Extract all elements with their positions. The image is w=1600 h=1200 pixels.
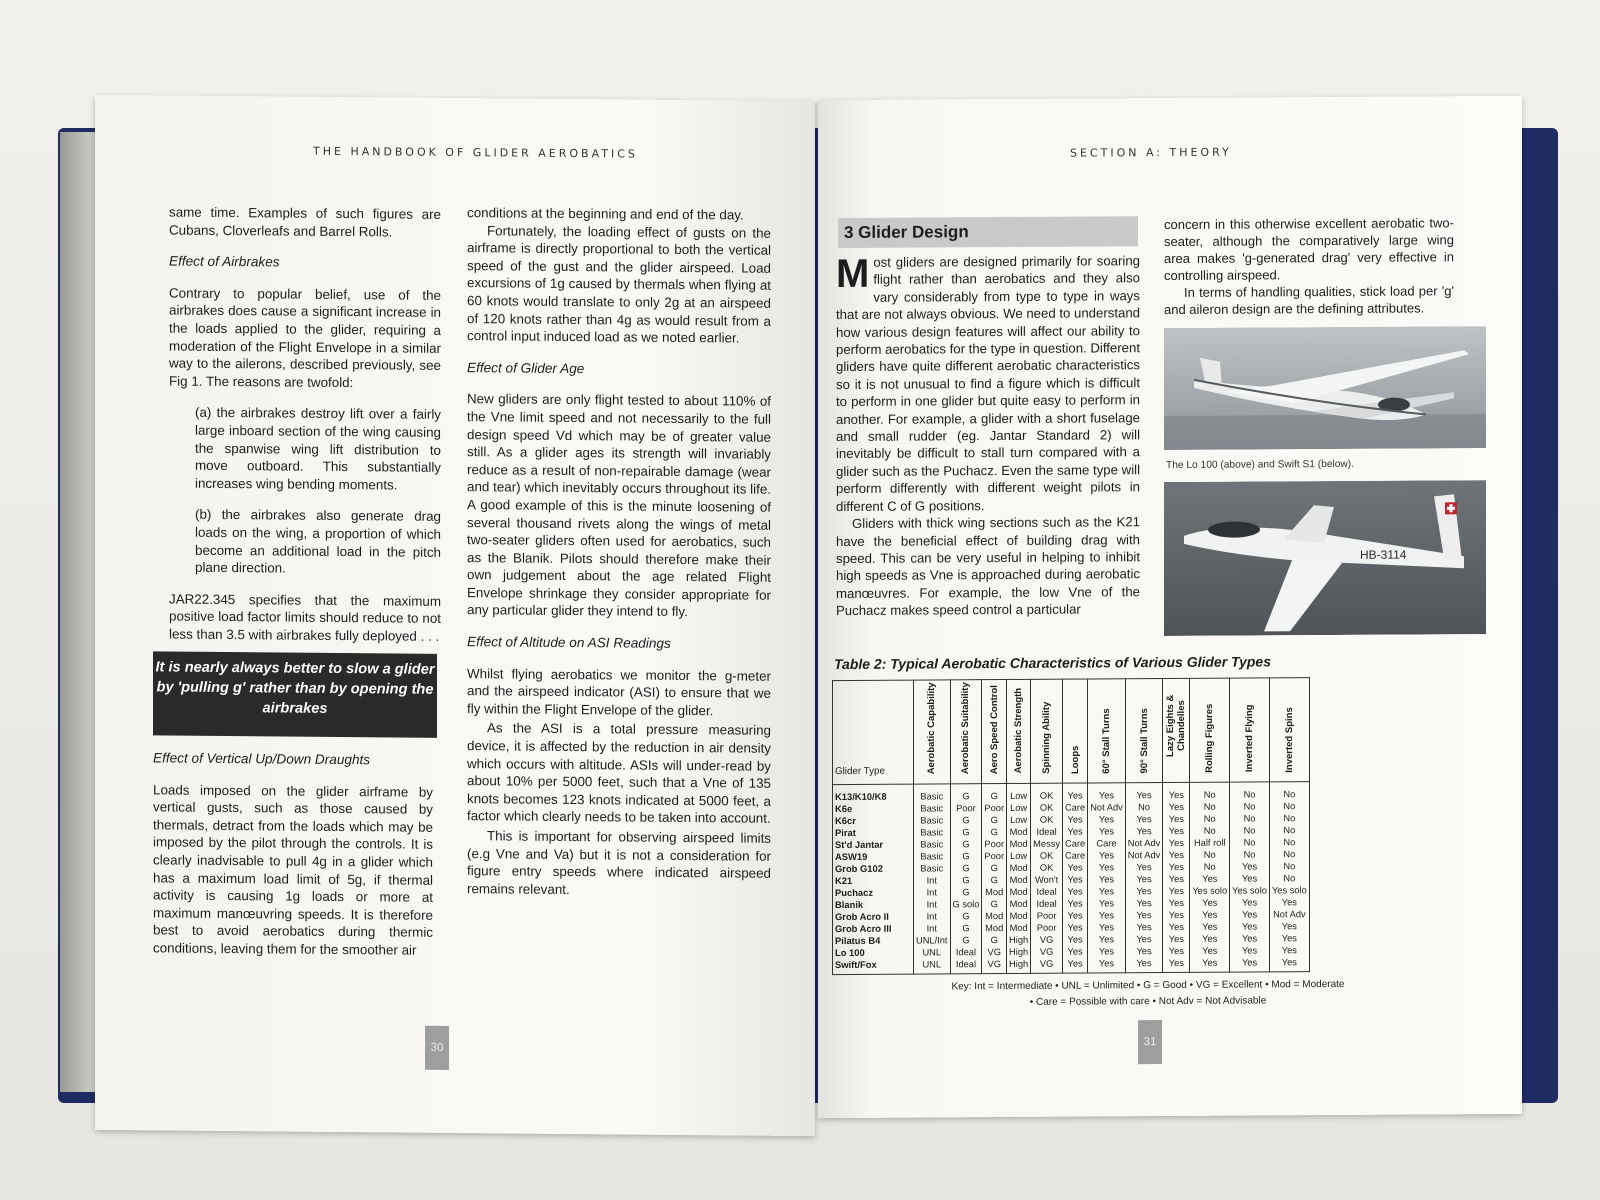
table-column-6	[1063, 783, 1088, 973]
table-cell: Yes	[1168, 945, 1184, 957]
table-column-5	[1031, 783, 1063, 973]
table-cell: Yes	[1168, 909, 1184, 921]
table-cell: OK	[1039, 862, 1054, 873]
table-cell: Basic	[920, 827, 944, 838]
table-cell: No	[1283, 825, 1296, 836]
table-cell: No	[1283, 789, 1296, 800]
table-cell: High	[1009, 934, 1029, 945]
table-cell: Yes	[1241, 897, 1258, 908]
table-cell: VG	[987, 947, 1001, 958]
table-cell: Poor	[984, 839, 1005, 850]
table-cell: OK	[1039, 802, 1054, 813]
table-cell: Yes	[1136, 946, 1152, 957]
table-cell: Yes	[1136, 910, 1152, 921]
table-cell: OK	[1039, 850, 1054, 861]
table-cell: Yes	[1202, 957, 1218, 968]
drop-cap: M	[836, 251, 870, 297]
section-title: 3 Glider Design	[838, 216, 1138, 248]
table-cell: Yes	[1136, 958, 1152, 969]
draughts-heading: Effect of Vertical Up/Down Draughts	[153, 750, 371, 768]
table-cell: Yes solo	[1271, 885, 1307, 896]
table-cell: Grob Acro III	[835, 922, 892, 935]
age-body: New gliders are only flight tested to about 110% of the Vne limit speed and not necessarily to the full design speed Vd which may be of greater value still. As a glider ages its strength will invariably reduce as a result of non-repairable damage (wear and tear) which inevitably occurs throughout its life. A good example of this is the minute loosening of several thousand rivets along the wings of metal two-seater gliders often used for aerobatics, such as the Blanik. Pilots should therefore make their own judgement about the age related Flight Envelope shrinkage they consider appropriate for any particular glider they intend to fly.	[467, 391, 771, 620]
table-cell: Not Adv	[1127, 850, 1161, 861]
table-cell: No	[1138, 802, 1150, 813]
table-cell: Low	[1010, 850, 1028, 861]
table-cell: No	[1283, 837, 1296, 848]
table-cell: G	[990, 875, 998, 886]
table-cell: Yes	[1136, 862, 1152, 873]
table-cell: G	[962, 815, 970, 826]
table-cell: Basic	[920, 791, 944, 802]
table-cell: Care	[1065, 802, 1086, 813]
airbrakes-body: Contrary to popular belief, use of the airbrakes does cause a significant increase in the loads applied to the glider, requiring a moderation of the Flight Envelope in a similar way to the ailerons, described previously, see Fig 1. The reasons are twofold:	[169, 285, 441, 390]
airbrakes-point-a: (a) the airbrakes destroy lift over a fairly large inboard section of the wing causing the spanwise wing lift distribution to move outboard. This substantially increases wing bending moments.	[195, 405, 441, 493]
table-cell: Yes solo	[1192, 885, 1228, 896]
table-cell: Yes	[1168, 825, 1184, 837]
table-column-10	[1190, 782, 1230, 972]
table-cell: St'd Jantar	[835, 838, 884, 851]
table-cell: Yes	[1281, 945, 1297, 956]
table-cell: Low	[1010, 802, 1028, 813]
table-cell: Yes	[1136, 886, 1152, 897]
table-cell: Int	[926, 911, 937, 922]
table-cell: G	[962, 935, 970, 946]
table-cell: Pirat	[835, 826, 856, 839]
col2-cont: conditions at the beginning and end of the day.	[467, 205, 744, 223]
table-column-8	[1125, 783, 1163, 973]
table-cell: Yes	[1168, 957, 1184, 969]
table-column-7	[1088, 783, 1126, 973]
table-cell: Yes	[1067, 814, 1083, 825]
table-cell: Yes	[1098, 862, 1115, 873]
table-cell: Yes	[1098, 874, 1115, 885]
table-cell: G	[990, 899, 998, 910]
table-body-row	[833, 782, 1310, 975]
table-cell: Yes	[1136, 874, 1152, 885]
table-cell: Yes	[1067, 958, 1083, 969]
table-cell: Yes	[1067, 862, 1083, 873]
table-cell: No	[1203, 789, 1216, 800]
table-cell: Messy	[1033, 838, 1061, 849]
left-column-2	[467, 204, 771, 914]
table-cell: VG	[1039, 934, 1054, 945]
table-cell: Yes	[1168, 933, 1184, 945]
table-column-3	[982, 783, 1007, 973]
table-cell: Not Adv	[1273, 909, 1306, 920]
table-cell: No	[1283, 849, 1296, 860]
table-cell: K6e	[835, 802, 853, 815]
table-cell: G	[962, 827, 970, 838]
table-cell: Half roll	[1193, 837, 1226, 848]
table-cell: Yes	[1098, 814, 1115, 825]
table-cell: Pilatus B4	[835, 934, 881, 947]
table-cell: Puchacz	[835, 886, 874, 899]
table-cell: UNL/Int	[916, 935, 948, 946]
header-90-stall-turns: 90° Stall Turns	[1125, 679, 1163, 783]
header-aero-speed-control: Aero Speed Control	[982, 679, 1007, 783]
table-cell: Yes	[1098, 850, 1115, 861]
table-column-4	[1007, 783, 1031, 973]
table-cell: Int	[926, 899, 937, 910]
table-cell: Yes	[1202, 933, 1218, 944]
table-cell: Int	[926, 923, 937, 934]
table-cell: Not Adv	[1127, 838, 1161, 849]
right-column-1	[836, 252, 1140, 633]
table-cell: No	[1243, 801, 1256, 812]
table-cell: G	[990, 863, 998, 874]
table-cell: G	[962, 839, 970, 850]
table-cell: K6cr	[835, 814, 856, 827]
table-cell: Basic	[920, 839, 944, 850]
altitude-heading: Effect of Altitude on ASI Readings	[467, 634, 671, 651]
table-cell: G	[990, 791, 998, 802]
table-cell: UNL	[922, 947, 942, 958]
table-cell: OK	[1039, 790, 1054, 801]
key-line-1: Key: Int = Intermediate • UNL = Unlimited • G = Good • VG = Excellent • Mod = Moderate	[951, 978, 1345, 993]
tail-registration: HB-3114	[1360, 547, 1407, 562]
table-cell: Ideal	[955, 959, 977, 970]
table-cell: Poor	[1036, 922, 1057, 933]
altitude-body: Whilst flying aerobatics we monitor the g-meter and the airspeed indicator (ASI) to ensure that we fly within the Flight Envelope of the glider.	[467, 665, 771, 719]
table-cell: No	[1283, 801, 1296, 812]
table-cell: Yes	[1098, 790, 1115, 801]
table-cell: No	[1203, 825, 1216, 836]
left-column-1	[169, 204, 441, 660]
table-cell: Poor	[956, 803, 976, 814]
important-paragraph: This is important for observing airspeed limits (e.g Vne and Va) but it is not a consideration for figure entry speeds where indicated airspeed remains relevant.	[467, 828, 771, 897]
table-cell: G	[962, 887, 970, 898]
table-cell: Yes	[1098, 898, 1115, 909]
table-cell: Blanik	[835, 898, 864, 911]
swift-glider-image	[1164, 480, 1486, 636]
table-cell: Yes	[1202, 921, 1218, 932]
table-cell: Yes	[1136, 898, 1152, 909]
table-cell: No	[1283, 873, 1296, 884]
table-cell: Yes	[1202, 909, 1218, 920]
table-cell: Poor	[984, 803, 1005, 814]
table-cell: Yes	[1281, 933, 1297, 944]
table-cell: VG	[1039, 946, 1054, 957]
table-cell: Yes	[1098, 886, 1115, 897]
table-cell: Ideal	[1036, 886, 1057, 897]
table-cell: No	[1243, 813, 1256, 824]
swift-photo	[1164, 480, 1486, 636]
table-cell: Yes	[1136, 922, 1152, 933]
table-cell: Yes	[1098, 934, 1115, 945]
table-cell: No	[1283, 813, 1296, 824]
col1-intro: same time. Examples of such figures are Cubans, Cloverleafs and Barrel Rolls.	[169, 204, 441, 240]
table-cell: Yes	[1067, 874, 1083, 885]
table-cell: High	[1009, 958, 1029, 969]
table-cell: No	[1283, 861, 1296, 872]
table-cell: Yes	[1241, 873, 1258, 884]
table-cell: Mod	[1009, 898, 1028, 909]
table-cell: Mod	[1009, 838, 1028, 849]
table-cell: High	[1009, 946, 1029, 957]
table-cell: Yes	[1098, 958, 1115, 969]
table-cell: No	[1203, 813, 1216, 824]
header-inverted-spins: Inverted Spins	[1269, 678, 1309, 782]
left-column-1-lower	[153, 749, 433, 973]
table-cell: Yes	[1281, 921, 1297, 932]
table-cell: Yes	[1168, 837, 1184, 849]
table-cell: Low	[1010, 814, 1028, 825]
jar-paragraph: JAR22.345 specifies that the maximum positive load factor limits should reduce to not less than 3.5 with airbrakes fully deployed . . .	[169, 591, 441, 644]
table-cell: Mod	[1009, 862, 1028, 873]
table-cell: Int	[926, 875, 937, 886]
design-paragraph-1	[836, 252, 1140, 515]
table-cell: Mod	[1009, 910, 1028, 921]
callout-box: It is nearly always better to slow a glider by 'pulling g' rather than by opening the airbrakes	[153, 651, 437, 737]
table-cell: G	[962, 875, 970, 886]
table-cell: Basic	[920, 863, 944, 874]
table-cell: Yes	[1098, 910, 1115, 921]
table-cell: Care	[1065, 850, 1086, 861]
table-cell: Yes	[1168, 789, 1184, 801]
table-cell: Yes	[1067, 922, 1083, 933]
lo100-photo	[1164, 326, 1486, 450]
design-paragraph-2: Gliders with thick wing sections such as the K21 have the beneficial effect of building drag with speed. This can be very useful in helping to inhibit high speeds as Vne is approached during aerobatic manœuvres. For example, the low Vne of the Puchacz makes speed control a particular	[836, 514, 1140, 619]
table-cell: Yes	[1136, 826, 1152, 837]
design-paragraph-1-text: ost gliders are designed primarily for soaring flight rather than aerobatics and they also vary considerably from type to type in ways that are not always obvious. We need to understand how various design features will affect our ability to perform aerobatics for the type in question. Different gliders have quite different aerobatic characteristics so it is not unusual to find a figure which is difficult to perform in one glider but quite easy to perform in another. For example, a glider with a short fuselage and small rudder (eg. Jantar Standard 2) will inevitably be difficult to stall turn compared with a glider such as the Puchacz. Even the same type will perform differently with different weight pilots in different C of G positions.	[836, 253, 1140, 514]
table-cell: Yes	[1241, 945, 1258, 956]
lo100-glider-image	[1164, 326, 1486, 450]
table-cell: Yes	[1241, 921, 1258, 932]
table-cell: Mod	[985, 887, 1004, 898]
table-cell: Basic	[920, 815, 944, 826]
age-heading: Effect of Glider Age	[467, 359, 585, 376]
table-cell: Yes	[1202, 945, 1218, 956]
table-cell: Yes	[1067, 790, 1083, 801]
table-cell: Yes	[1067, 934, 1083, 945]
header-loops: Loops	[1063, 679, 1088, 783]
table-cell: Yes	[1098, 946, 1115, 957]
table-cell: Yes	[1168, 849, 1184, 861]
table-cell: Yes	[1067, 910, 1083, 921]
table-cell: No	[1243, 837, 1256, 848]
gusts-paragraph: Fortunately, the loading effect of gusts on the airframe is directly proportional to both the vertical speed of the gust and the glider airspeed. Load excursions of 1g caused by thermals when flying at 60 knots would translate to only 2g at an airspeed of 120 knots rather than 4g as would result from a control input induced load as we noted earlier.	[467, 222, 771, 346]
table-cell: Yes	[1136, 934, 1152, 945]
table-cell: Yes	[1281, 897, 1297, 908]
table-cell: No	[1203, 861, 1216, 872]
left-page	[95, 95, 815, 1136]
table-cell: Yes	[1241, 909, 1258, 920]
table-cell: Yes	[1168, 861, 1184, 873]
table-cell: Ideal	[1036, 826, 1057, 837]
table-cell: Int	[926, 887, 937, 898]
table-cell: No	[1203, 849, 1216, 860]
table-cell: Poor	[984, 851, 1005, 862]
table-cell: Mod	[1009, 922, 1028, 933]
table-title: Table 2: Typical Aerobatic Characteristics of Various Glider Types	[834, 653, 1271, 673]
table-cell: Yes	[1067, 826, 1083, 837]
table-column-12	[1269, 782, 1309, 972]
table-cell: G solo	[952, 899, 980, 910]
header-lazy-eights: Lazy Eights & Chandelles	[1163, 678, 1190, 782]
table-cell: G	[990, 935, 998, 946]
key-line-2: • Care = Possible with care • Not Adv = Not Advisable	[1029, 995, 1267, 1008]
table-cell: OK	[1039, 814, 1054, 825]
table-cell: Lo 100	[835, 946, 865, 959]
table-cell: Mod	[1009, 826, 1028, 837]
table-cell: Mod	[985, 923, 1004, 934]
table-cell: Basic	[920, 851, 944, 862]
side-paragraph-1: concern in this otherwise excellent aerobatic two-seater, although the comparatively large wing area makes 'g-generated drag' very effective in controlling airspeed.	[1164, 215, 1454, 284]
right-page	[818, 96, 1522, 1118]
header-rolling-figures: Rolling Figures	[1190, 678, 1230, 782]
table-cell: Yes	[1168, 885, 1184, 897]
table-cell: Mod	[985, 911, 1004, 922]
table-cell: Care	[1065, 838, 1086, 849]
table-cell: VG	[987, 959, 1001, 970]
glider-type-column	[833, 784, 914, 974]
table-cell: No	[1243, 825, 1256, 836]
table-cell: K21	[835, 874, 853, 887]
table-cell: Yes	[1168, 873, 1184, 885]
table-cell: K13/K10/K8	[835, 790, 887, 803]
right-page-number: 31	[1138, 1020, 1162, 1064]
table-cell: Mod	[1009, 886, 1028, 897]
header-aerobatic-suitability: Aerobatic Suitability	[950, 680, 982, 784]
asi-body: As the ASI is a total pressure measuring device, it is affected by the reduction in air density which occurs with altitude. ASIs will under-read by about 10% per 5000 feet, such that a Vne of 135 knots becomes 123 knots indicated at 5000 feet, a factor which clearly needs to be taken into account.	[467, 720, 771, 827]
table-cell: G	[990, 827, 998, 838]
table-cell: Care	[1096, 838, 1117, 849]
table-cell: Yes	[1241, 861, 1258, 872]
glider-characteristics-table	[832, 677, 1310, 975]
table-cell: No	[1203, 801, 1216, 812]
header-60-stall-turns: 60° Stall Turns	[1088, 679, 1126, 783]
table-cell: Yes	[1168, 921, 1184, 933]
table-cell: Yes	[1241, 957, 1258, 968]
table-cell: No	[1243, 789, 1256, 800]
photo-caption: The Lo 100 (above) and Swift S1 (below).	[1166, 458, 1355, 472]
table-cell: Yes	[1067, 886, 1083, 897]
header-inverted-flying: Inverted Flying	[1230, 678, 1270, 782]
table-cell: Ideal	[955, 947, 977, 958]
table-cell: Won't	[1034, 874, 1059, 885]
table-cell: Yes	[1202, 897, 1218, 908]
table-cell: Grob G102	[835, 862, 883, 875]
table-cell: G	[962, 923, 970, 934]
airbrakes-heading: Effect of Airbrakes	[169, 253, 280, 270]
table-cell: Mod	[1009, 874, 1028, 885]
table-column-9	[1163, 782, 1190, 972]
table-cell: No	[1243, 849, 1256, 860]
airbrakes-point-b: (b) the airbrakes also generate drag loads on the wing, a proportion of which become an additional load in the pitch plane direction.	[195, 507, 441, 576]
table-cell: Yes	[1168, 897, 1184, 909]
left-page-number: 30	[425, 1026, 449, 1070]
table-cell: Yes	[1202, 873, 1218, 884]
table-cell: Yes	[1241, 933, 1258, 944]
table-cell: Poor	[1036, 910, 1057, 921]
right-running-head: SECTION A: THEORY	[1070, 145, 1232, 160]
table-column-11	[1230, 782, 1270, 972]
table-cell: Ideal	[1036, 898, 1057, 909]
table-cell: Yes	[1168, 813, 1184, 825]
table-cell: Yes	[1067, 898, 1083, 909]
table-cell: VG	[1039, 958, 1054, 969]
table-cell: Low	[1010, 790, 1028, 801]
table-cell: UNL	[922, 959, 942, 970]
table-cell: G	[962, 911, 970, 922]
table-cell: Yes	[1168, 801, 1184, 813]
draughts-body: Loads imposed on the glider airframe by vertical gusts, such as those caused by thermals, detract from the loads which may be imposed by the pilot through the controls. It is clearly inadvisable to pull 4g in a glider which has a maximum load limit of 5g, if thermal activity is causing 1g loads or more at maximum manœuvring speeds. It is therefore best to avoid aerobatics during thermic conditions, leaving them for the smoother air	[153, 781, 433, 958]
table-cell: G	[962, 791, 970, 802]
table-cell: Yes solo	[1232, 885, 1267, 896]
table-cell: ASW19	[835, 850, 868, 863]
header-glider-type: Glider Type	[833, 680, 914, 784]
table-cell: G	[990, 815, 998, 826]
table-cell: Yes	[1136, 790, 1152, 801]
table-cell: Grob Acro II	[835, 910, 889, 923]
table-column-2	[950, 784, 982, 974]
table-cell: Yes	[1067, 946, 1083, 957]
right-column-2	[1164, 214, 1454, 332]
side-paragraph-2: In terms of handling qualities, stick load per 'g' and aileron design are the defining attributes.	[1164, 283, 1454, 318]
table-column-1	[914, 784, 951, 974]
table-cell: Not Adv	[1090, 802, 1123, 813]
table-header-row	[833, 678, 1310, 785]
table-cell: Yes	[1136, 814, 1152, 825]
table-cell: Basic	[920, 803, 944, 814]
table-cell: Yes	[1098, 922, 1115, 933]
header-spinning-ability: Spinning Ability	[1031, 679, 1063, 783]
table-cell: G	[962, 851, 970, 862]
header-aerobatic-strength: Aerobatic Strength	[1007, 679, 1031, 783]
left-running-head: THE HANDBOOK OF GLIDER AEROBATICS	[313, 144, 638, 161]
table-cell: Swift/Fox	[835, 958, 877, 971]
table-cell: Yes	[1098, 826, 1115, 837]
table-cell: Yes	[1281, 957, 1297, 968]
table-cell: G	[962, 863, 970, 874]
table-key	[918, 977, 1378, 1012]
header-aerobatic-capability: Aerobatic Capability	[914, 680, 951, 784]
